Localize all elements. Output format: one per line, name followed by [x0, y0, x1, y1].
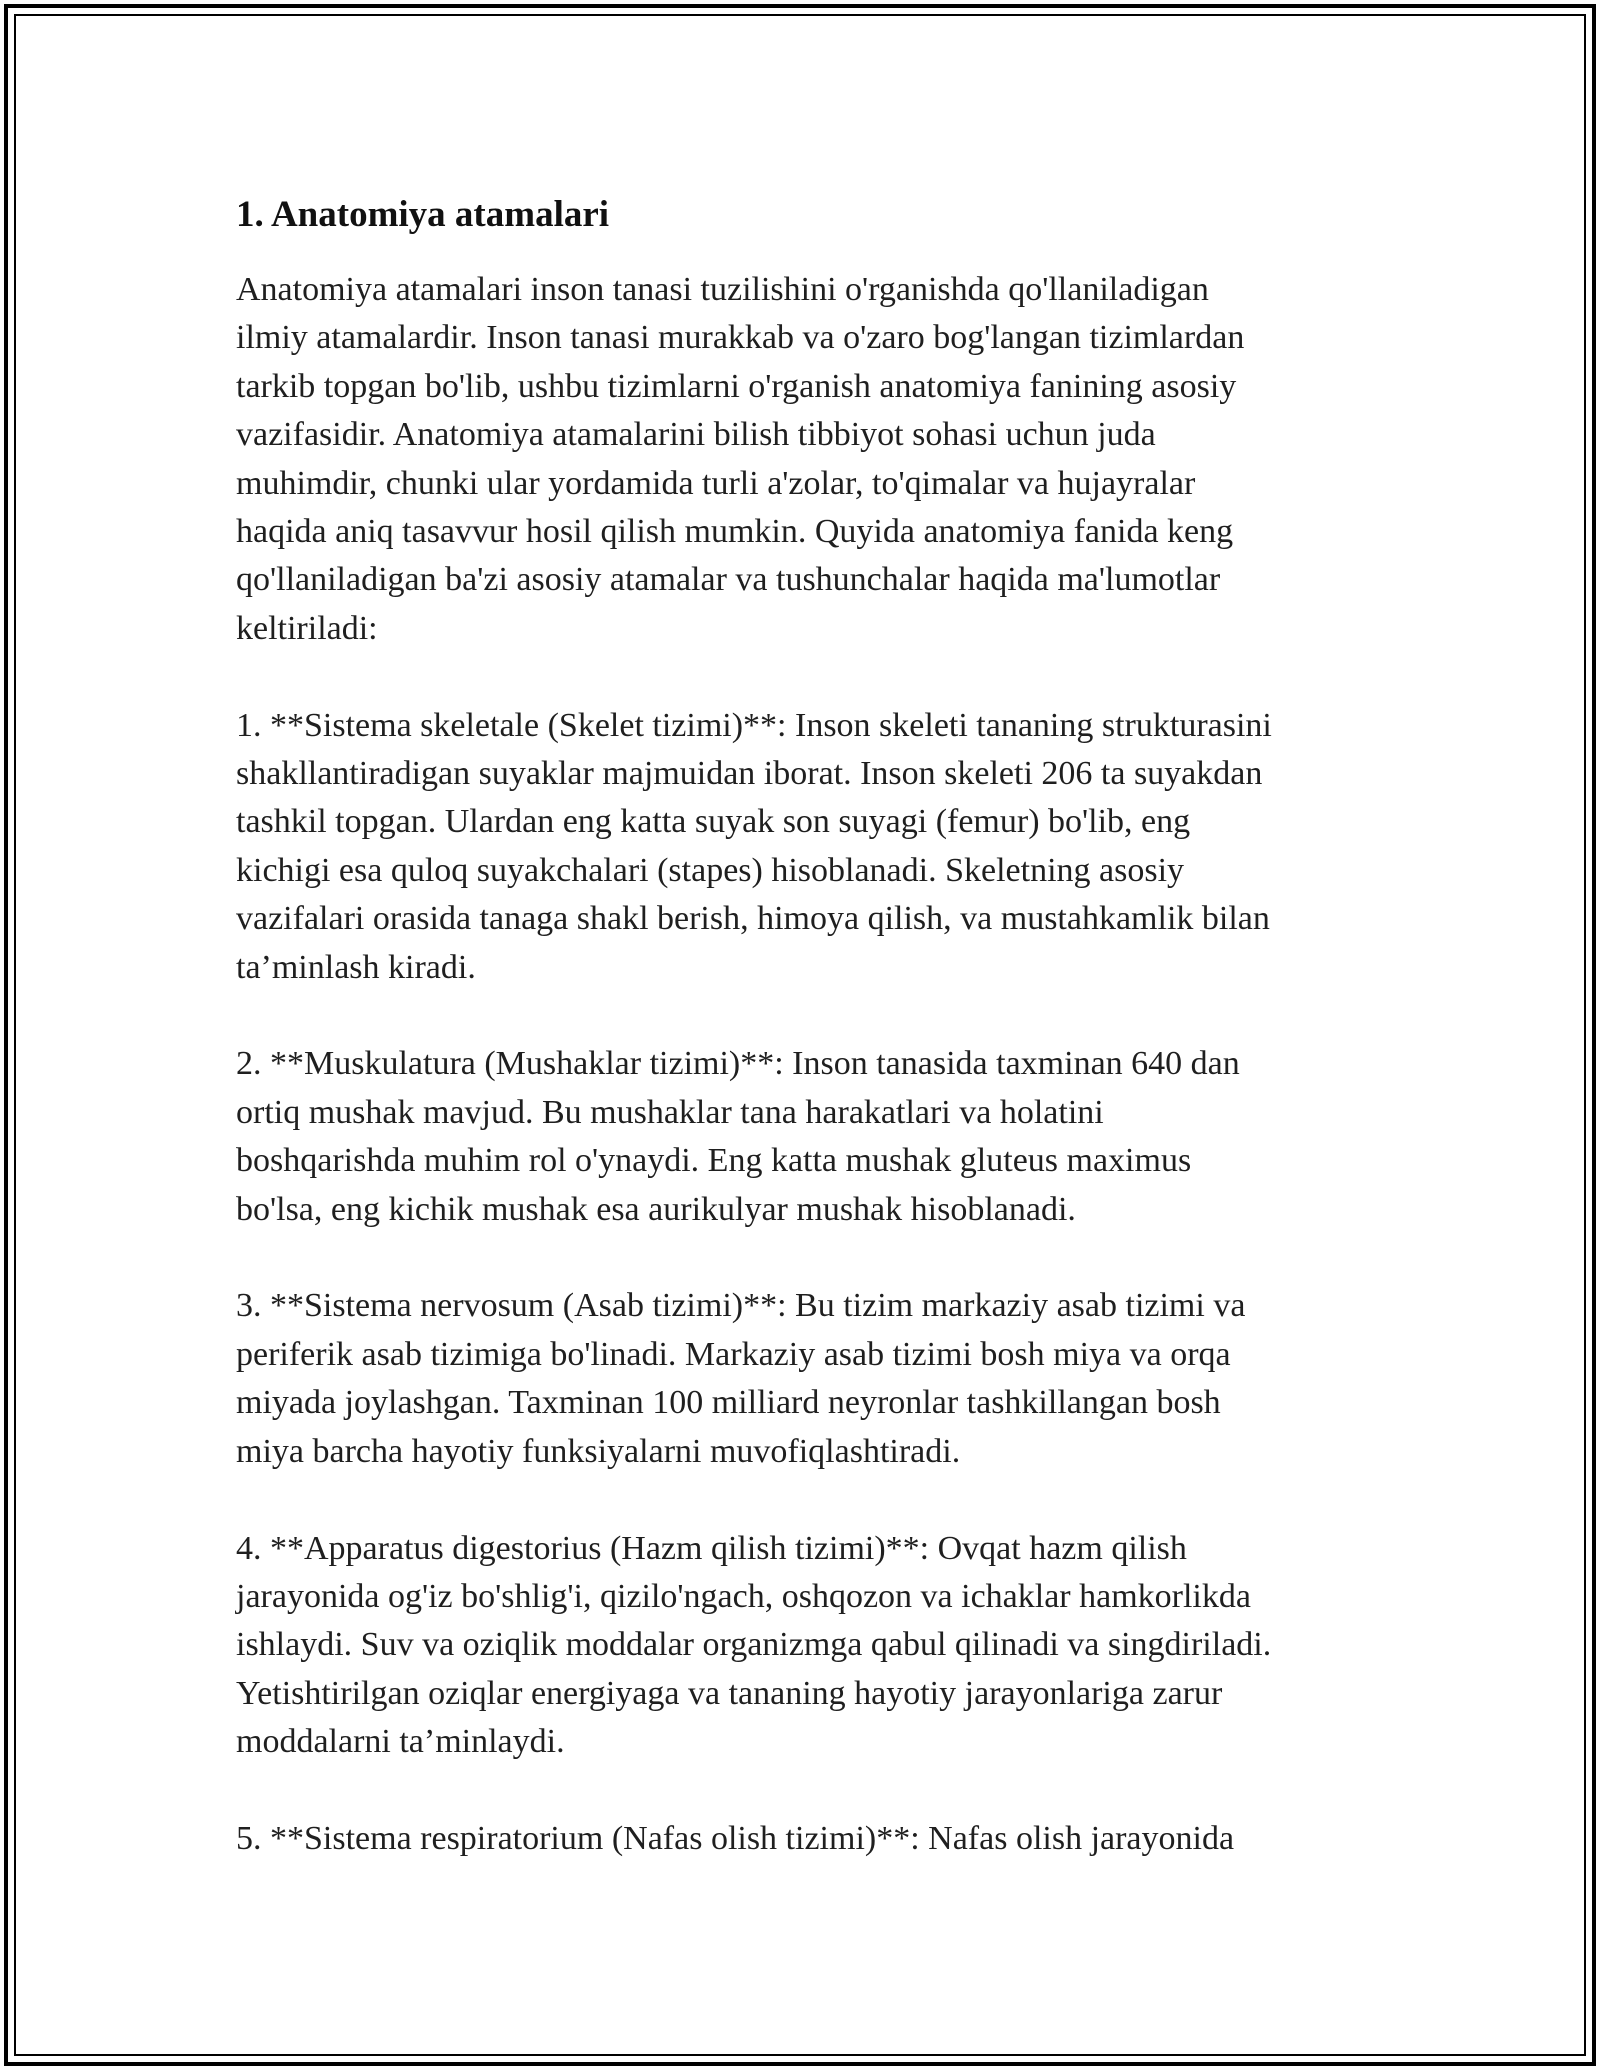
paragraph-line: boshqarishda muhim rol o'ynaydi. Eng katta mushak gluteus maximus	[236, 1142, 1192, 1180]
respiratory-system-paragraph	[236, 1815, 1366, 1863]
paragraph-line: Anatomiya atamalari inson tanasi tuzilishini o'rganishda qo'llaniladigan	[236, 271, 1209, 308]
paragraph-line: bo'lsa, eng kichik mushak esa aurikulyar mushak hisoblanadi.	[236, 1190, 1076, 1228]
paragraph-line: 2. **Muskulatura (Mushaklar tizimi)**: Inson tanasida taxminan 640 dan	[236, 1045, 1240, 1083]
paragraph-line: 4. **Apparatus digestorius (Hazm qilish tizimi)**: Ovqat hazm qilish	[236, 1529, 1187, 1567]
paragraph-line: ortiq mushak mavjud. Bu mushaklar tana harakatlari va holatini	[236, 1093, 1104, 1131]
paragraph-line: ta’minlash kiradi.	[236, 948, 476, 986]
paragraph-line: periferik asab tizimiga bo'linadi. Markaziy asab tizimi bosh miya va orqa	[236, 1335, 1231, 1373]
paragraph-line: ishlaydi. Suv va oziqlik moddalar organizmga qabul qilinadi va singdiriladi.	[236, 1626, 1272, 1664]
document-title: 1. Anatomiya atamalari	[236, 194, 610, 235]
paragraph-line: muhimdir, chunki ular yordamida turli a'zolar, to'qimalar va hujayralar	[236, 464, 1196, 502]
paragraph-line: Yetishtirilgan oziqlar energiyaga va tananing hayotiy jarayonlariga zarur	[236, 1674, 1223, 1712]
paragraph-line: tarkib topgan bo'lib, ushbu tizimlarni o'rganish anatomiya fanining asosiy	[236, 367, 1237, 405]
paragraph-line: keltiriladi:	[236, 609, 378, 647]
document-body	[236, 186, 1366, 1912]
paragraph-line: miyada joylashgan. Taxminan 100 milliard neyronlar tashkillangan bosh	[236, 1384, 1221, 1422]
nervous-system-paragraph	[236, 1282, 1366, 1476]
paragraph-line: 5. **Sistema respiratorium (Nafas olish tizimi)**: Nafas olish jarayonida	[236, 1819, 1235, 1857]
paragraph-line: jarayonida og'iz bo'shlig'i, qizilo'ngach, oshqozon va ichaklar hamkorlikda	[236, 1577, 1251, 1615]
intro-paragraph	[236, 266, 1366, 653]
skeletal-system-paragraph	[236, 702, 1366, 992]
paragraph-line: qo'llaniladigan ba'zi asosiy atamalar va tushunchalar haqida ma'lumotlar	[236, 561, 1221, 599]
paragraph-line: vazifasidir. Anatomiya atamalarini bilish tibbiyot sohasi uchun juda	[236, 416, 1156, 454]
paragraph-line: haqida aniq tasavvur hosil qilish mumkin. Quyida anatomiya fanida keng	[236, 513, 1234, 551]
paragraph-line: vazifalari orasida tanaga shakl berish, himoya qilish, va mustahkamlik bilan	[236, 900, 1270, 938]
paragraph-line: shakllantiradigan suyaklar majmuidan iborat. Inson skeleti 206 ta suyakdan	[236, 755, 1263, 793]
paragraph-line: ilmiy atamalardir. Inson tanasi murakkab va o'zaro bog'langan tizimlardan	[236, 319, 1245, 357]
digestive-system-paragraph	[236, 1525, 1366, 1767]
paragraph-line: miya barcha hayotiy funksiyalarni muvofiqlashtiradi.	[236, 1432, 961, 1470]
paragraph-line: tashkil topgan. Ulardan eng katta suyak son suyagi (femur) bo'lib, eng	[236, 803, 1191, 841]
paragraph-line: 3. **Sistema nervosum (Asab tizimi)**: Bu tizim markaziy asab tizimi va	[236, 1287, 1246, 1325]
paragraph-line: kichigi esa quloq suyakchalari (stapes) hisoblanadi. Skeletning asosiy	[236, 851, 1185, 889]
paragraph-line: 1. **Sistema skeletale (Skelet tizimi)**: Inson skeleti tananing strukturasini	[236, 706, 1272, 744]
muscular-system-paragraph	[236, 1040, 1366, 1234]
paragraph-line: moddalarni ta’minlaydi.	[236, 1723, 565, 1761]
